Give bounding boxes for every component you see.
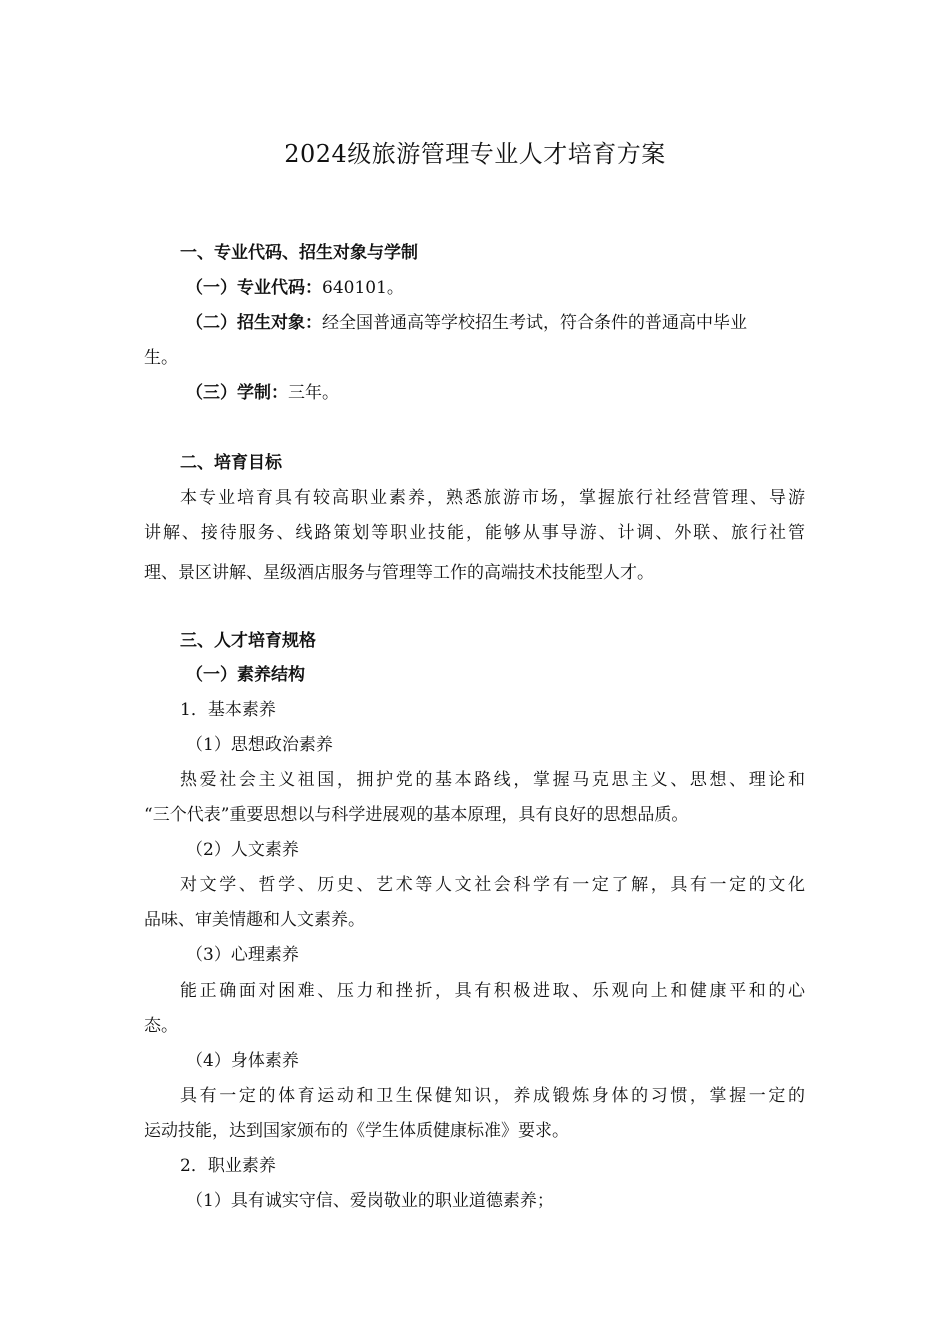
psychological-quality-para-line-2: 态。 (144, 1016, 178, 1036)
physical-quality-heading: （4）身体素养 (186, 1051, 299, 1071)
basic-quality-heading: 1．基本素养 (180, 700, 276, 720)
professional-quality-item-1: （1）具有诚实守信、爱岗敬业的职业道德素养； (186, 1191, 554, 1211)
enrollment-target-continued: 生。 (144, 348, 178, 368)
humanities-quality-para-line-1: 对文学、哲学、历史、艺术等人文社会科学有一定了解，具有一定的文化 (180, 875, 805, 895)
training-goal-para-line-1: 本专业培育具有较高职业素养，熟悉旅游市场，掌握旅行社经营管理、导游 (180, 488, 805, 508)
section-2-heading: 二、培育目标 (180, 453, 282, 473)
major-code-value: 640101。 (322, 278, 404, 298)
duration-label: （三）学制： (186, 383, 288, 403)
duration-line (186, 382, 339, 404)
humanities-quality-para-line-2: 品味、审美情趣和人文素养。 (144, 910, 365, 930)
duration-value: 三年。 (288, 383, 339, 403)
professional-quality-heading: 2．职业素养 (180, 1156, 276, 1176)
major-code-label: （一）专业代码： (186, 278, 322, 298)
political-quality-heading: （1）思想政治素养 (186, 735, 333, 755)
enrollment-target-line (186, 312, 747, 334)
political-quality-para-line-2: “三个代表”重要思想以与科学进展观的基本原理，具有良好的思想品质。 (144, 805, 689, 825)
physical-quality-para-line-2: 运动技能，达到国家颁布的《学生体质健康标准》要求。 (144, 1121, 569, 1141)
enrollment-target-label: （二）招生对象： (186, 313, 322, 333)
psychological-quality-heading: （3）心理素养 (186, 945, 299, 965)
training-goal-para-line-2: 讲解、接待服务、线路策划等职业技能，能够从事导游、计调、外联、旅行社管 (144, 523, 805, 543)
major-code-line (186, 277, 404, 299)
physical-quality-para-line-1: 具有一定的体育运动和卫生保健知识，养成锻炼身体的习惯，掌握一定的 (180, 1086, 805, 1106)
enrollment-target-value: 经全国普通高等学校招生考试，符合条件的普通高中毕业 (322, 313, 747, 333)
political-quality-para-line-1: 热爱社会主义祖国，拥护党的基本路线，掌握马克思主义、思想、理论和 (180, 770, 805, 790)
psychological-quality-para-line-1: 能正确面对困难、压力和挫折，具有积极进取、乐观向上和健康平和的心 (180, 981, 805, 1001)
training-goal-para-line-3: 理、景区讲解、星级酒店服务与管理等工作的高端技术技能型人才。 (144, 563, 654, 583)
section-3-heading: 三、人才培育规格 (180, 631, 316, 651)
quality-structure-heading: （一）素养结构 (186, 665, 305, 685)
section-1-heading: 一、专业代码、招生对象与学制 (180, 243, 418, 263)
humanities-quality-heading: （2）人文素养 (186, 840, 299, 860)
page-title: 2024级旅游管理专业人才培育方案 (284, 140, 666, 168)
